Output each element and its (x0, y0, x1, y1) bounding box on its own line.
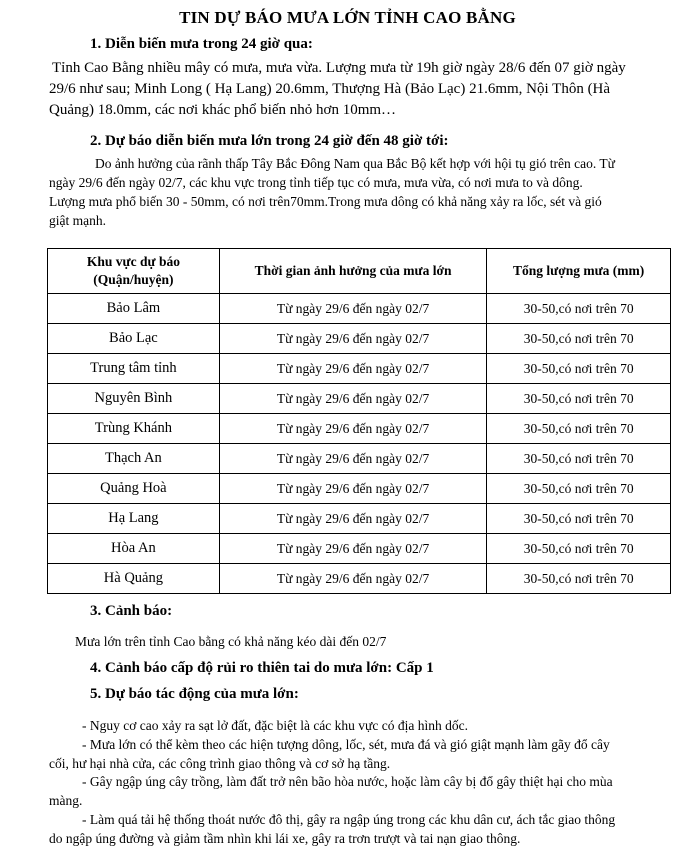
cell-rainfall: 30-50,có nơi trên 70 (487, 474, 671, 504)
cell-area: Bảo Lạc (48, 324, 220, 354)
table-row (48, 504, 671, 534)
cell-rainfall: 30-50,có nơi trên 70 (487, 504, 671, 534)
cell-rainfall: 30-50,có nơi trên 70 (487, 354, 671, 384)
section-5-line: - Gây ngập úng cây trồng, làm đất trở nên bão hòa nước, hoặc làm cây bị đổ gây thiệt hại cho mùa (82, 774, 613, 789)
cell-time: Từ ngày 29/6 đến ngày 02/7 (219, 384, 487, 414)
cell-time: Từ ngày 29/6 đến ngày 02/7 (219, 474, 487, 504)
section-2-line: Lượng mưa phổ biến 30 - 50mm, có nơi trên70mm.Trong mưa dông có khả năng xảy ra lốc, sét và gió (49, 194, 602, 209)
section-4-heading: 4. Cảnh báo cấp độ rủi ro thiên tai do mưa lớn: Cấp 1 (90, 660, 434, 676)
section-1-line: Tỉnh Cao Bằng nhiều mây có mưa, mưa vừa. Lượng mưa từ 19h giờ ngày 28/6 đến 07 giờ ngày (52, 60, 626, 76)
cell-time: Từ ngày 29/6 đến ngày 02/7 (219, 414, 487, 444)
section-1-heading: 1. Diễn biến mưa trong 24 giờ qua: (90, 36, 313, 52)
cell-area: Bảo Lâm (48, 294, 220, 324)
forecast-table (47, 248, 671, 594)
cell-time: Từ ngày 29/6 đến ngày 02/7 (219, 324, 487, 354)
cell-area: Hạ Lang (48, 504, 220, 534)
table-row (48, 444, 671, 474)
section-5-heading: 5. Dự báo tác động của mưa lớn: (90, 686, 299, 702)
table-row (48, 534, 671, 564)
cell-rainfall: 30-50,có nơi trên 70 (487, 324, 671, 354)
cell-area: Quảng Hoà (48, 474, 220, 504)
cell-area: Nguyên Bình (48, 384, 220, 414)
cell-rainfall: 30-50,có nơi trên 70 (487, 444, 671, 474)
cell-rainfall: 30-50,có nơi trên 70 (487, 294, 671, 324)
section-3-heading: 3. Cảnh báo: (90, 603, 173, 619)
cell-time: Từ ngày 29/6 đến ngày 02/7 (219, 534, 487, 564)
section-5-line: - Làm quá tải hệ thống thoát nước đô thị, gây ra ngập úng trong các khu dân cư, ách tắc giao thông (82, 812, 616, 827)
section-5-line: màng. (49, 793, 83, 808)
cell-rainfall: 30-50,có nơi trên 70 (487, 564, 671, 594)
header-time: Thời gian ảnh hưởng của mưa lớn (219, 249, 487, 294)
table-header-row (48, 249, 671, 294)
table-row (48, 384, 671, 414)
cell-time: Từ ngày 29/6 đến ngày 02/7 (219, 444, 487, 474)
table-row (48, 354, 671, 384)
table-row (48, 324, 671, 354)
table-row (48, 474, 671, 504)
cell-time: Từ ngày 29/6 đến ngày 02/7 (219, 294, 487, 324)
section-1-line: Quảng) 18.0mm, các nơi khác phổ biến nhỏ hơn 10mm… (49, 102, 397, 118)
section-2-line: giật mạnh. (49, 213, 106, 228)
section-1-line: 29/6 như sau; Minh Long ( Hạ Lang) 20.6mm, Thượng Hà (Bảo Lạc) 21.6mm, Nội Thôn (Hà (49, 81, 611, 97)
cell-area: Trung tâm tỉnh (48, 354, 220, 384)
cell-time: Từ ngày 29/6 đến ngày 02/7 (219, 354, 487, 384)
section-5-line: - Mưa lớn có thể kèm theo các hiện tượng dông, lốc, sét, mưa đá và gió giật mạnh làm gãy đổ cây (82, 737, 610, 752)
cell-rainfall: 30-50,có nơi trên 70 (487, 534, 671, 564)
cell-area: Trùng Khánh (48, 414, 220, 444)
cell-time: Từ ngày 29/6 đến ngày 02/7 (219, 564, 487, 594)
section-3-text: Mưa lớn trên tỉnh Cao bằng có khả năng kéo dài đến 02/7 (75, 634, 387, 649)
cell-rainfall: 30-50,có nơi trên 70 (487, 414, 671, 444)
header-area (48, 249, 220, 294)
section-5-line: - Nguy cơ cao xảy ra sạt lở đất, đặc biệt là các khu vực có địa hình dốc. (82, 718, 468, 733)
section-2-heading: 2. Dự báo diễn biến mưa lớn trong 24 giờ đến 48 giờ tới: (90, 133, 449, 149)
section-5-line: do ngập úng đường và giảm tầm nhìn khi lái xe, gây ra trơn trượt và tai nạn giao thông. (49, 831, 521, 846)
header-area-line2: (Quận/huyện) (93, 272, 174, 287)
section-2-line: ngày 29/6 đến ngày 02/7, các khu vực trong tỉnh tiếp tục có mưa, mưa vừa, có nơi mưa to và dông. (49, 175, 583, 190)
document-title: TIN DỰ BÁO MƯA LỚN TỈNH CAO BẰNG (179, 8, 516, 27)
table-row (48, 414, 671, 444)
header-area-line1: Khu vực dự báo (86, 254, 180, 269)
cell-rainfall: 30-50,có nơi trên 70 (487, 384, 671, 414)
header-rainfall: Tổng lượng mưa (mm) (487, 249, 671, 294)
table-row (48, 564, 671, 594)
section-5-line: cối, hư hại nhà cửa, các công trình giao thông và cơ sở hạ tầng. (49, 756, 391, 771)
table-row (48, 294, 671, 324)
cell-time: Từ ngày 29/6 đến ngày 02/7 (219, 504, 487, 534)
cell-area: Hà Quảng (48, 564, 220, 594)
cell-area: Thạch An (48, 444, 220, 474)
cell-area: Hòa An (48, 534, 220, 564)
section-2-line: Do ảnh hưởng của rãnh thấp Tây Bắc Đông Nam qua Bắc Bộ kết hợp với hội tụ gió trên cao. Từ (95, 156, 615, 171)
